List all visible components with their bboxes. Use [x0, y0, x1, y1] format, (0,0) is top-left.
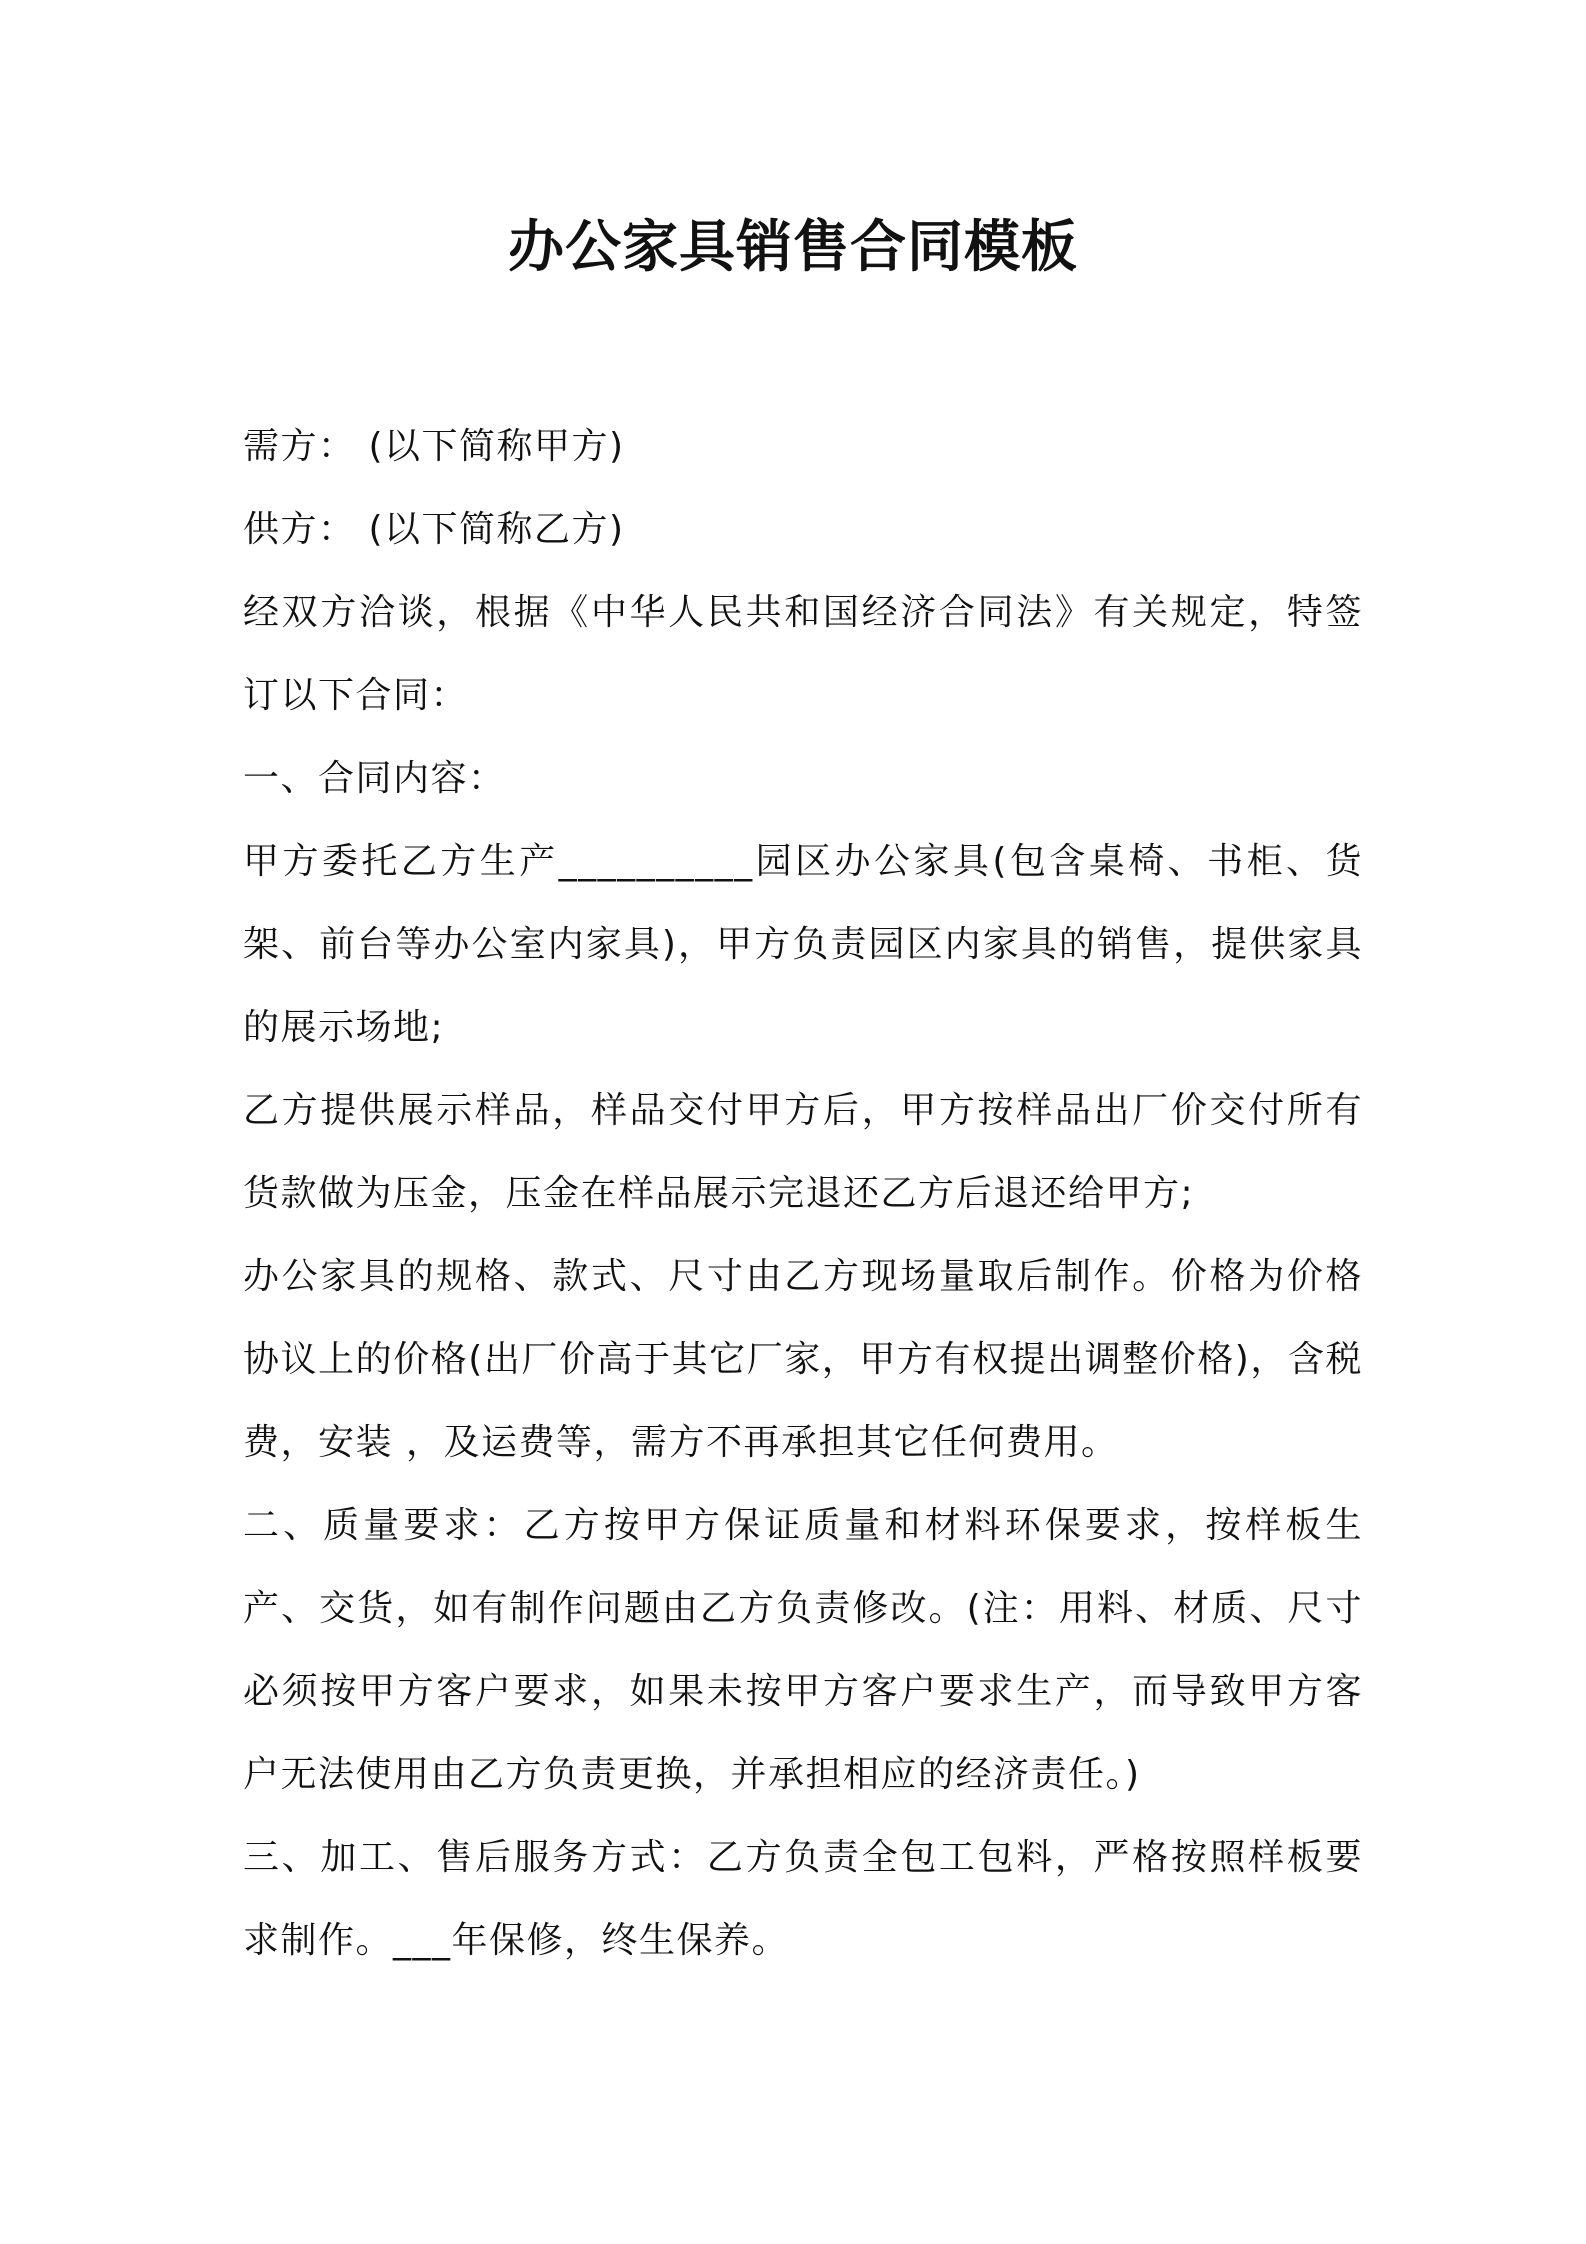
document-title: 办公家具销售合同模板 [508, 215, 1078, 280]
party-a-line: 需方： (以下简称甲方) [243, 426, 625, 467]
quality-requirements-paragraph: 二、质量要求：乙方按甲方保证质量和材料环保要求，按样板生产、交货，如有制作问题由乙方负责修改。(注：用料、材质、尺寸必须按甲方客户要求，如果未按甲方客户要求生产，而导致甲方客户无法使用由乙方负责更换，并承担相应的经济责任。) [243, 1505, 1363, 1795]
party-b-line: 供方： (以下简称乙方) [243, 509, 625, 550]
contract-content-paragraph-3: 办公家具的规格、款式、尺寸由乙方现场量取后制作。价格为价格协议上的价格(出厂价高于其它厂家，甲方有权提出调整价格)，含税费，安装 ，及运费等，需方不再承担其它任何费用。 [243, 1256, 1363, 1463]
section-heading-contract-content: 一、合同内容： [243, 758, 506, 799]
document-body [243, 405, 1363, 1982]
contract-content-paragraph-2: 乙方提供展示样品，样品交付甲方后，甲方按样品出厂价交付所有货款做为压金，压金在样品展示完退还乙方后退还给甲方; [243, 1090, 1363, 1214]
contract-content-paragraph-1: 甲方委托乙方生产__________园区办公家具(包含桌椅、书柜、货架、前台等办公室内家具)，甲方负责园区内家具的销售，提供家具的展示场地; [243, 841, 1363, 1048]
after-sales-service-paragraph: 三、加工、售后服务方式：乙方负责全包工包料，严格按照样板要求制作。___年保修，终生保养。 [243, 1837, 1363, 1961]
preamble-paragraph: 经双方洽谈，根据《中华人民共和国经济合同法》有关规定，特签订以下合同： [243, 592, 1363, 716]
